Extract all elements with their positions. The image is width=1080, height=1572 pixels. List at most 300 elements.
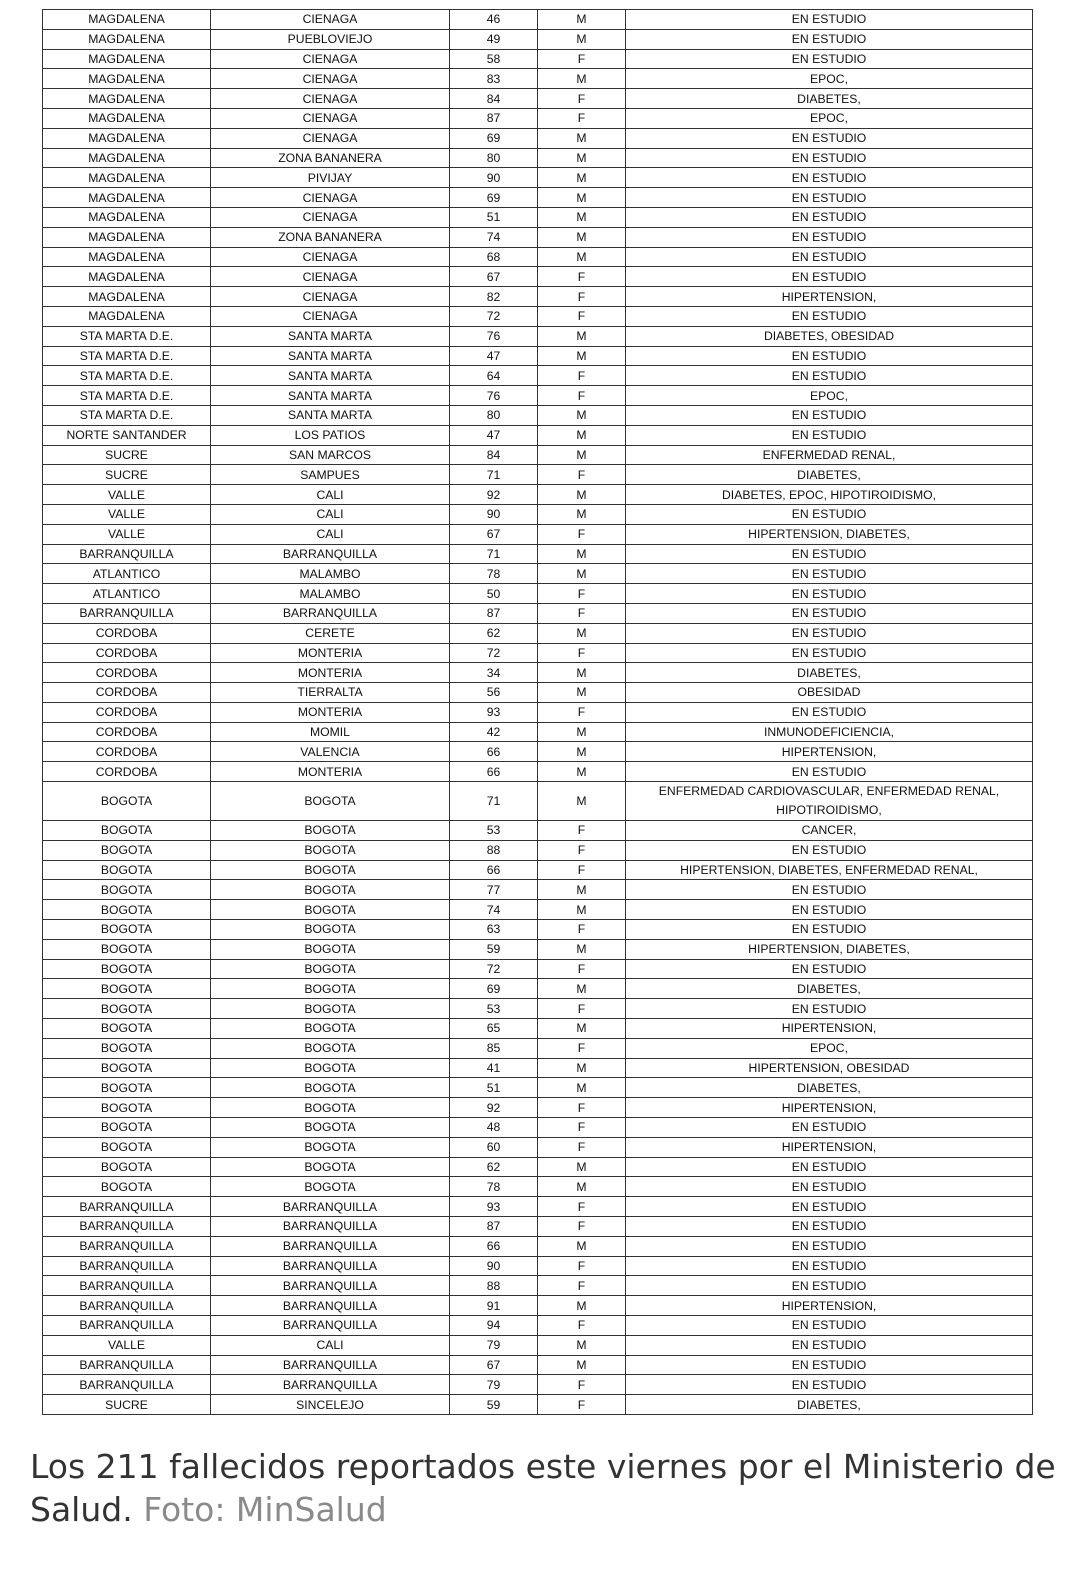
table-row: [43, 267, 1033, 287]
department-cell: BOGOTA: [43, 1157, 211, 1177]
table-row: [43, 49, 1033, 69]
department-cell: CORDOBA: [43, 683, 211, 703]
department-cell: BARRANQUILLA: [43, 603, 211, 623]
age-cell: 85: [450, 1038, 538, 1058]
age-cell: 65: [450, 1019, 538, 1039]
table-row: [43, 207, 1033, 227]
municipality-cell: BARRANQUILLA: [211, 1217, 450, 1237]
table-row: [43, 742, 1033, 762]
table-row: [43, 603, 1033, 623]
department-cell: BOGOTA: [43, 920, 211, 940]
table-row: [43, 1137, 1033, 1157]
table-row: [43, 465, 1033, 485]
condition-cell: EN ESTUDIO: [626, 1217, 1033, 1237]
sex-cell: F: [538, 89, 626, 109]
municipality-cell: CIENAGA: [211, 188, 450, 208]
age-cell: 69: [450, 188, 538, 208]
municipality-cell: CIENAGA: [211, 69, 450, 89]
department-cell: NORTE SANTANDER: [43, 425, 211, 445]
sex-cell: F: [538, 1038, 626, 1058]
table-row: [43, 89, 1033, 109]
table-row: [43, 860, 1033, 880]
age-cell: 74: [450, 900, 538, 920]
table-row: [43, 1098, 1033, 1118]
municipality-cell: BARRANQUILLA: [211, 1197, 450, 1217]
municipality-cell: BOGOTA: [211, 1098, 450, 1118]
department-cell: BARRANQUILLA: [43, 1355, 211, 1375]
condition-cell: HIPERTENSION,: [626, 287, 1033, 307]
department-cell: CORDOBA: [43, 742, 211, 762]
condition-cell: DIABETES, OBESIDAD: [626, 326, 1033, 346]
municipality-cell: SANTA MARTA: [211, 405, 450, 425]
condition-cell: EN ESTUDIO: [626, 702, 1033, 722]
sex-cell: M: [538, 69, 626, 89]
municipality-cell: BOGOTA: [211, 1058, 450, 1078]
condition-cell: EN ESTUDIO: [626, 29, 1033, 49]
table-row: [43, 524, 1033, 544]
table-row: [43, 287, 1033, 307]
municipality-cell: MONTERIA: [211, 663, 450, 683]
photo-caption: [30, 1445, 1060, 1531]
condition-cell: EN ESTUDIO: [626, 207, 1033, 227]
condition-cell: EN ESTUDIO: [626, 1355, 1033, 1375]
sex-cell: M: [538, 1078, 626, 1098]
municipality-cell: MOMIL: [211, 722, 450, 742]
condition-cell: EN ESTUDIO: [626, 1157, 1033, 1177]
municipality-cell: CIENAGA: [211, 49, 450, 69]
sex-cell: M: [538, 1019, 626, 1039]
sex-cell: F: [538, 1256, 626, 1276]
sex-cell: M: [538, 326, 626, 346]
department-cell: BARRANQUILLA: [43, 1217, 211, 1237]
sex-cell: M: [538, 782, 626, 821]
table-row: [43, 683, 1033, 703]
age-cell: 83: [450, 69, 538, 89]
condition-cell: EN ESTUDIO: [626, 267, 1033, 287]
department-cell: ATLANTICO: [43, 564, 211, 584]
sex-cell: F: [538, 1375, 626, 1395]
condition-cell: HIPERTENSION, DIABETES,: [626, 939, 1033, 959]
table-row: [43, 1078, 1033, 1098]
municipality-cell: PIVIJAY: [211, 168, 450, 188]
age-cell: 78: [450, 564, 538, 584]
municipality-cell: BARRANQUILLA: [211, 1355, 450, 1375]
age-cell: 69: [450, 979, 538, 999]
table-row: [43, 1118, 1033, 1138]
table-row: [43, 900, 1033, 920]
sex-cell: F: [538, 465, 626, 485]
table-row: [43, 10, 1033, 30]
age-cell: 46: [450, 10, 538, 30]
sex-cell: M: [538, 227, 626, 247]
department-cell: MAGDALENA: [43, 267, 211, 287]
municipality-cell: ZONA BANANERA: [211, 148, 450, 168]
age-cell: 84: [450, 445, 538, 465]
condition-cell: EN ESTUDIO: [626, 1335, 1033, 1355]
table-row: [43, 1276, 1033, 1296]
age-cell: 58: [450, 49, 538, 69]
municipality-cell: BOGOTA: [211, 959, 450, 979]
age-cell: 59: [450, 1395, 538, 1415]
sex-cell: F: [538, 1118, 626, 1138]
table-row: [43, 366, 1033, 386]
department-cell: BARRANQUILLA: [43, 544, 211, 564]
municipality-cell: CALI: [211, 504, 450, 524]
municipality-cell: BOGOTA: [211, 900, 450, 920]
table-row: [43, 108, 1033, 128]
department-cell: CORDOBA: [43, 702, 211, 722]
municipality-cell: BOGOTA: [211, 1019, 450, 1039]
condition-cell: EN ESTUDIO: [626, 999, 1033, 1019]
condition-cell: EN ESTUDIO: [626, 762, 1033, 782]
sex-cell: M: [538, 405, 626, 425]
municipality-cell: CIENAGA: [211, 287, 450, 307]
department-cell: BOGOTA: [43, 939, 211, 959]
sex-cell: M: [538, 346, 626, 366]
condition-cell: HIPERTENSION,: [626, 1019, 1033, 1039]
department-cell: STA MARTA D.E.: [43, 346, 211, 366]
table-row: [43, 564, 1033, 584]
table-row: [43, 584, 1033, 604]
department-cell: CORDOBA: [43, 623, 211, 643]
age-cell: 49: [450, 29, 538, 49]
condition-cell: EPOC,: [626, 1038, 1033, 1058]
sex-cell: F: [538, 959, 626, 979]
age-cell: 41: [450, 1058, 538, 1078]
age-cell: 67: [450, 524, 538, 544]
sex-cell: F: [538, 860, 626, 880]
table-row: [43, 782, 1033, 821]
table-row: [43, 1038, 1033, 1058]
sex-cell: M: [538, 1058, 626, 1078]
table-row: [43, 999, 1033, 1019]
table-row: [43, 702, 1033, 722]
condition-cell: EN ESTUDIO: [626, 544, 1033, 564]
sex-cell: F: [538, 1197, 626, 1217]
department-cell: BOGOTA: [43, 979, 211, 999]
condition-cell: EN ESTUDIO: [626, 1118, 1033, 1138]
sex-cell: M: [538, 939, 626, 959]
department-cell: BOGOTA: [43, 900, 211, 920]
table-row: [43, 1236, 1033, 1256]
condition-cell: EN ESTUDIO: [626, 247, 1033, 267]
municipality-cell: ZONA BANANERA: [211, 227, 450, 247]
department-cell: STA MARTA D.E.: [43, 405, 211, 425]
table-row: [43, 1197, 1033, 1217]
department-cell: BOGOTA: [43, 821, 211, 841]
condition-cell: EN ESTUDIO: [626, 1276, 1033, 1296]
table-row: [43, 821, 1033, 841]
age-cell: 66: [450, 742, 538, 762]
age-cell: 51: [450, 1078, 538, 1098]
condition-cell: EN ESTUDIO: [626, 128, 1033, 148]
sex-cell: M: [538, 29, 626, 49]
department-cell: BOGOTA: [43, 782, 211, 821]
municipality-cell: LOS PATIOS: [211, 425, 450, 445]
age-cell: 66: [450, 1236, 538, 1256]
table-row: [43, 979, 1033, 999]
condition-cell: DIABETES,: [626, 663, 1033, 683]
condition-cell: EN ESTUDIO: [626, 188, 1033, 208]
municipality-cell: BARRANQUILLA: [211, 1316, 450, 1336]
table-row: [43, 1058, 1033, 1078]
department-cell: VALLE: [43, 524, 211, 544]
sex-cell: F: [538, 49, 626, 69]
department-cell: BOGOTA: [43, 999, 211, 1019]
condition-cell: EN ESTUDIO: [626, 504, 1033, 524]
sex-cell: F: [538, 920, 626, 940]
condition-cell: DIABETES,: [626, 89, 1033, 109]
municipality-cell: CALI: [211, 1335, 450, 1355]
condition-cell: DIABETES, EPOC, HIPOTIROIDISMO,: [626, 485, 1033, 505]
sex-cell: F: [538, 584, 626, 604]
age-cell: 64: [450, 366, 538, 386]
sex-cell: F: [538, 999, 626, 1019]
sex-cell: M: [538, 425, 626, 445]
municipality-cell: BOGOTA: [211, 782, 450, 821]
condition-cell: EN ESTUDIO: [626, 10, 1033, 30]
condition-cell: DIABETES,: [626, 465, 1033, 485]
department-cell: CORDOBA: [43, 762, 211, 782]
age-cell: 47: [450, 425, 538, 445]
table-row: [43, 663, 1033, 683]
municipality-cell: MALAMBO: [211, 564, 450, 584]
department-cell: CORDOBA: [43, 643, 211, 663]
age-cell: 63: [450, 920, 538, 940]
age-cell: 72: [450, 959, 538, 979]
department-cell: MAGDALENA: [43, 188, 211, 208]
table-row: [43, 504, 1033, 524]
table-body: [43, 10, 1033, 1415]
municipality-cell: BOGOTA: [211, 1137, 450, 1157]
municipality-cell: BOGOTA: [211, 920, 450, 940]
sex-cell: M: [538, 900, 626, 920]
department-cell: BARRANQUILLA: [43, 1256, 211, 1276]
department-cell: MAGDALENA: [43, 227, 211, 247]
municipality-cell: TIERRALTA: [211, 683, 450, 703]
department-cell: BARRANQUILLA: [43, 1296, 211, 1316]
table-row: [43, 840, 1033, 860]
department-cell: MAGDALENA: [43, 108, 211, 128]
sex-cell: M: [538, 683, 626, 703]
municipality-cell: BOGOTA: [211, 1157, 450, 1177]
age-cell: 79: [450, 1335, 538, 1355]
table-row: [43, 1296, 1033, 1316]
sex-cell: M: [538, 1296, 626, 1316]
sex-cell: M: [538, 10, 626, 30]
table-row: [43, 880, 1033, 900]
condition-cell: INMUNODEFICIENCIA,: [626, 722, 1033, 742]
sex-cell: M: [538, 762, 626, 782]
municipality-cell: SINCELEJO: [211, 1395, 450, 1415]
age-cell: 62: [450, 623, 538, 643]
department-cell: BOGOTA: [43, 1019, 211, 1039]
table-row: [43, 188, 1033, 208]
age-cell: 84: [450, 89, 538, 109]
table-row: [43, 1316, 1033, 1336]
municipality-cell: PUEBLOVIEJO: [211, 29, 450, 49]
age-cell: 68: [450, 247, 538, 267]
department-cell: STA MARTA D.E.: [43, 366, 211, 386]
age-cell: 87: [450, 603, 538, 623]
sex-cell: M: [538, 168, 626, 188]
department-cell: BOGOTA: [43, 959, 211, 979]
table-row: [43, 128, 1033, 148]
department-cell: VALLE: [43, 1335, 211, 1355]
age-cell: 71: [450, 465, 538, 485]
condition-cell: CANCER,: [626, 821, 1033, 841]
department-cell: MAGDALENA: [43, 287, 211, 307]
municipality-cell: CALI: [211, 524, 450, 544]
municipality-cell: BARRANQUILLA: [211, 1375, 450, 1395]
age-cell: 71: [450, 782, 538, 821]
municipality-cell: BARRANQUILLA: [211, 1296, 450, 1316]
department-cell: MAGDALENA: [43, 29, 211, 49]
municipality-cell: CIENAGA: [211, 247, 450, 267]
table-row: [43, 920, 1033, 940]
condition-cell: EN ESTUDIO: [626, 148, 1033, 168]
municipality-cell: CIENAGA: [211, 10, 450, 30]
department-cell: BOGOTA: [43, 1118, 211, 1138]
condition-cell: EN ESTUDIO: [626, 643, 1033, 663]
sex-cell: F: [538, 1217, 626, 1237]
deaths-table-image: [42, 9, 1032, 1415]
table-row: [43, 1395, 1033, 1415]
municipality-cell: SANTA MARTA: [211, 346, 450, 366]
municipality-cell: CIENAGA: [211, 89, 450, 109]
department-cell: BARRANQUILLA: [43, 1375, 211, 1395]
municipality-cell: BARRANQUILLA: [211, 1276, 450, 1296]
department-cell: BOGOTA: [43, 840, 211, 860]
sex-cell: M: [538, 564, 626, 584]
sex-cell: M: [538, 880, 626, 900]
condition-cell: ENFERMEDAD CARDIOVASCULAR, ENFERMEDAD RENAL, HIPOTIROIDISMO,: [626, 782, 1033, 821]
municipality-cell: BOGOTA: [211, 840, 450, 860]
table-row: [43, 1177, 1033, 1197]
municipality-cell: BOGOTA: [211, 1038, 450, 1058]
condition-cell: EPOC,: [626, 69, 1033, 89]
sex-cell: F: [538, 603, 626, 623]
sex-cell: M: [538, 1355, 626, 1375]
table-row: [43, 148, 1033, 168]
municipality-cell: BOGOTA: [211, 860, 450, 880]
age-cell: 69: [450, 128, 538, 148]
municipality-cell: BOGOTA: [211, 1118, 450, 1138]
age-cell: 34: [450, 663, 538, 683]
department-cell: MAGDALENA: [43, 306, 211, 326]
department-cell: MAGDALENA: [43, 207, 211, 227]
sex-cell: M: [538, 722, 626, 742]
condition-cell: DIABETES,: [626, 1078, 1033, 1098]
municipality-cell: SAN MARCOS: [211, 445, 450, 465]
sex-cell: M: [538, 544, 626, 564]
condition-cell: OBESIDAD: [626, 683, 1033, 703]
sex-cell: M: [538, 148, 626, 168]
age-cell: 80: [450, 405, 538, 425]
age-cell: 47: [450, 346, 538, 366]
municipality-cell: SANTA MARTA: [211, 326, 450, 346]
age-cell: 71: [450, 544, 538, 564]
municipality-cell: BOGOTA: [211, 880, 450, 900]
condition-cell: EPOC,: [626, 108, 1033, 128]
sex-cell: F: [538, 840, 626, 860]
sex-cell: F: [538, 1395, 626, 1415]
table-row: [43, 959, 1033, 979]
municipality-cell: CERETE: [211, 623, 450, 643]
department-cell: BARRANQUILLA: [43, 1276, 211, 1296]
table-row: [43, 306, 1033, 326]
table-row: [43, 69, 1033, 89]
age-cell: 92: [450, 1098, 538, 1118]
condition-cell: EN ESTUDIO: [626, 959, 1033, 979]
table-row: [43, 544, 1033, 564]
municipality-cell: BOGOTA: [211, 979, 450, 999]
department-cell: MAGDALENA: [43, 168, 211, 188]
department-cell: SUCRE: [43, 445, 211, 465]
table-row: [43, 326, 1033, 346]
table-row: [43, 1335, 1033, 1355]
municipality-cell: SANTA MARTA: [211, 386, 450, 406]
sex-cell: M: [538, 485, 626, 505]
municipality-cell: BARRANQUILLA: [211, 544, 450, 564]
age-cell: 79: [450, 1375, 538, 1395]
department-cell: MAGDALENA: [43, 10, 211, 30]
sex-cell: M: [538, 207, 626, 227]
department-cell: CORDOBA: [43, 663, 211, 683]
municipality-cell: VALENCIA: [211, 742, 450, 762]
department-cell: SUCRE: [43, 465, 211, 485]
municipality-cell: CIENAGA: [211, 267, 450, 287]
municipality-cell: BARRANQUILLA: [211, 1256, 450, 1276]
sex-cell: M: [538, 663, 626, 683]
municipality-cell: MONTERIA: [211, 702, 450, 722]
age-cell: 88: [450, 840, 538, 860]
table-row: [43, 1217, 1033, 1237]
department-cell: BOGOTA: [43, 1098, 211, 1118]
sex-cell: M: [538, 742, 626, 762]
age-cell: 76: [450, 326, 538, 346]
sex-cell: F: [538, 1137, 626, 1157]
age-cell: 94: [450, 1316, 538, 1336]
sex-cell: F: [538, 386, 626, 406]
caption-text: Los 211 fallecidos reportados este viernes por el Ministerio de Salud.: [30, 1447, 1056, 1529]
municipality-cell: SANTA MARTA: [211, 366, 450, 386]
condition-cell: ENFERMEDAD RENAL,: [626, 445, 1033, 465]
sex-cell: M: [538, 979, 626, 999]
age-cell: 72: [450, 306, 538, 326]
condition-cell: EN ESTUDIO: [626, 1236, 1033, 1256]
table-row: [43, 722, 1033, 742]
condition-cell: EN ESTUDIO: [626, 1177, 1033, 1197]
age-cell: 59: [450, 939, 538, 959]
age-cell: 80: [450, 148, 538, 168]
age-cell: 88: [450, 1276, 538, 1296]
department-cell: STA MARTA D.E.: [43, 326, 211, 346]
table-row: [43, 425, 1033, 445]
condition-cell: EN ESTUDIO: [626, 1316, 1033, 1336]
condition-cell: EN ESTUDIO: [626, 1256, 1033, 1276]
municipality-cell: CIENAGA: [211, 207, 450, 227]
age-cell: 66: [450, 762, 538, 782]
department-cell: BOGOTA: [43, 1038, 211, 1058]
department-cell: MAGDALENA: [43, 69, 211, 89]
table-row: [43, 1256, 1033, 1276]
condition-cell: EN ESTUDIO: [626, 346, 1033, 366]
condition-cell: HIPERTENSION, OBESIDAD: [626, 1058, 1033, 1078]
age-cell: 67: [450, 1355, 538, 1375]
department-cell: MAGDALENA: [43, 49, 211, 69]
department-cell: VALLE: [43, 504, 211, 524]
